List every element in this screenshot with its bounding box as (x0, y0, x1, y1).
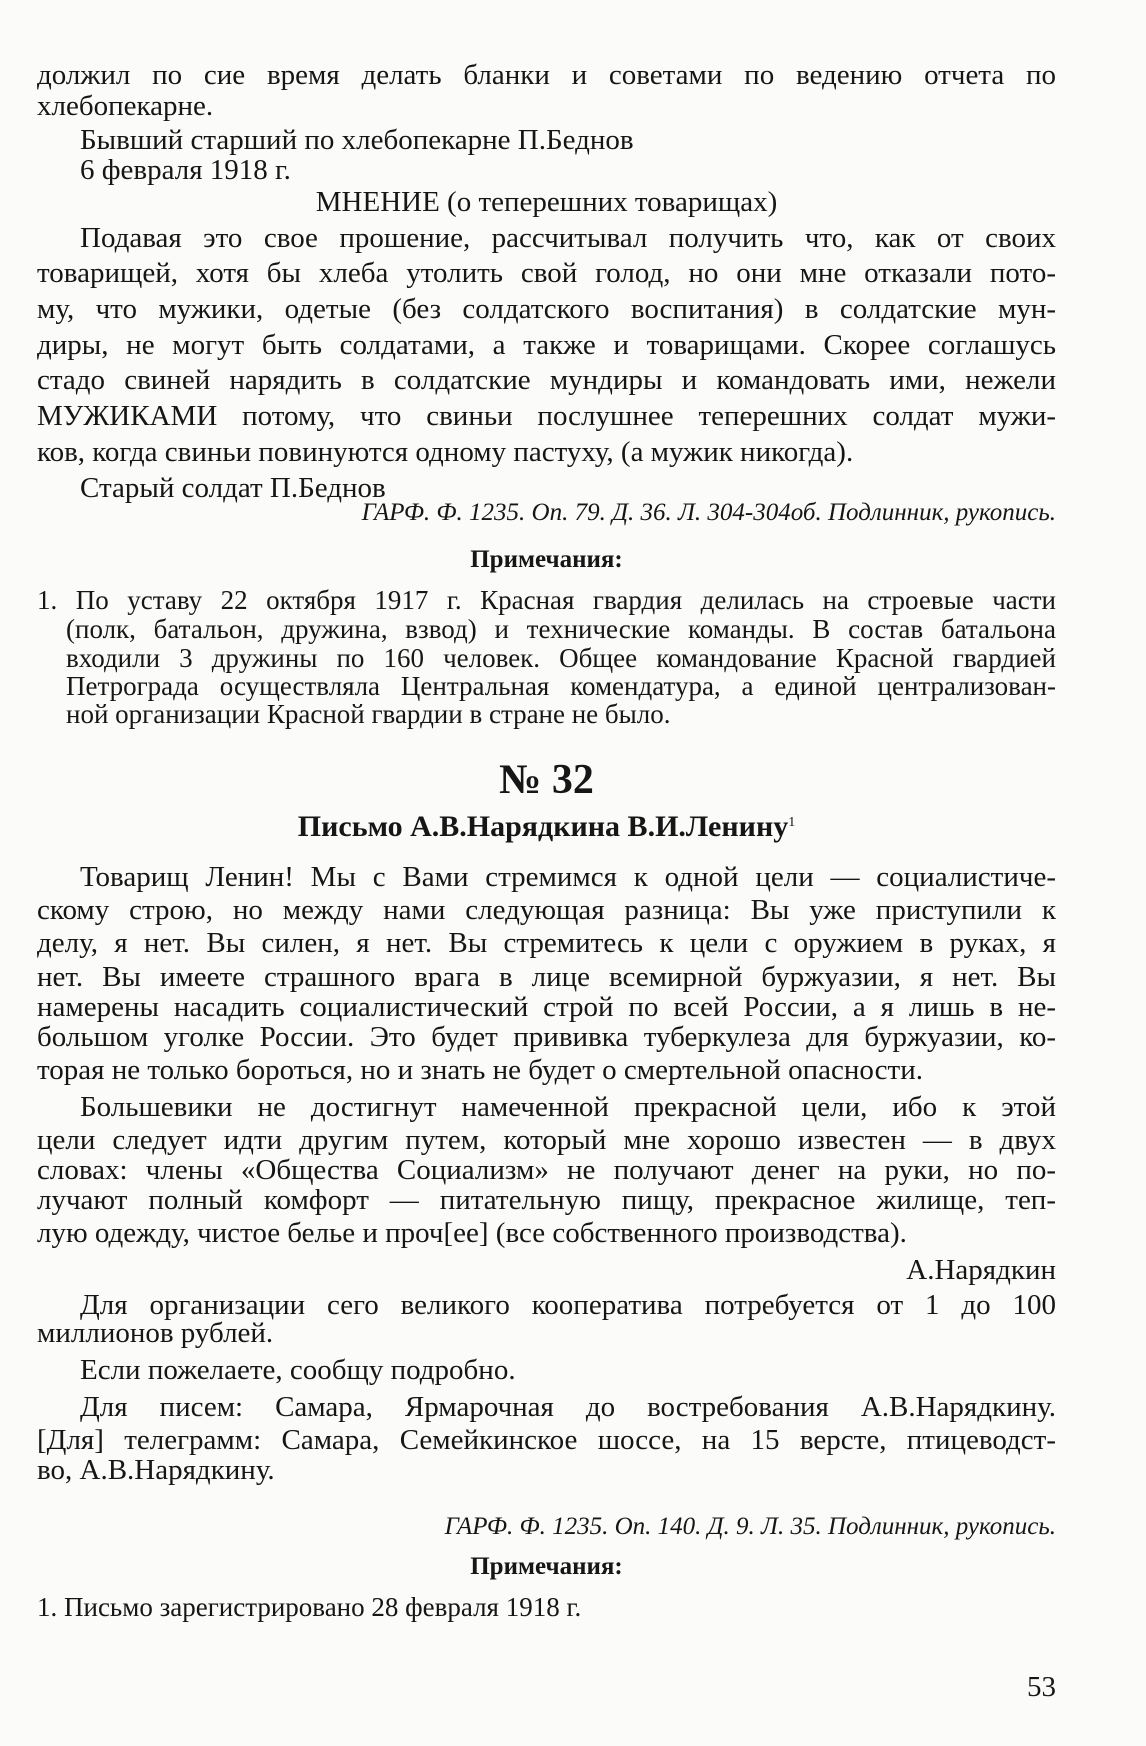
line-text: Для организации сего великого кооператива потребуется от 1 до 100 (80, 1289, 1056, 1321)
body-line (37, 292, 1056, 326)
archive-citation (37, 496, 1056, 530)
line-text: лую одежду, чистое белье и проч[ее] (все собственного производства). (37, 1217, 907, 1249)
line-text: стадо свиней нарядить в солдатские мундиры и командовать ими, нежели (37, 364, 1056, 396)
line-text: Старый солдат П.Беднов (80, 472, 386, 504)
page-number: 53 (1027, 1671, 1056, 1703)
document-number (37, 756, 1056, 804)
line-text: Письмо А.В.Нарядкина В.И.Ленину (297, 810, 789, 843)
document-title (37, 810, 1056, 844)
line-text: МУЖИКАМИ потому, что свиньи послушнее теперешних солдат мужи- (37, 400, 1056, 432)
line-text: нет. Вы имеете страшного врага в лице всемирной буржуазии, я нет. Вы (37, 961, 1056, 993)
line-text: торая не только бороться, но и знать не будет о смертельной опасности. (37, 1054, 923, 1086)
line-text: ГАРФ. Ф. 1235. Оп. 79. Д. 36. Л. 304-304об. Подлинник, рукопись. (361, 499, 1056, 526)
body-line (80, 860, 1056, 894)
section-heading (37, 185, 1056, 219)
signature-line (80, 123, 634, 157)
body-line (37, 1153, 1056, 1187)
body-line (37, 1216, 907, 1250)
line-text: словах: члены «Общества Социализм» не получают денег на руки, но по- (37, 1154, 1056, 1186)
date-line (80, 153, 291, 187)
line-text: входили 3 дружины по 160 человек. Общее командование Красной гвардией (66, 643, 1056, 673)
body-line (37, 58, 1056, 92)
body-line (37, 1183, 1056, 1217)
body-line (80, 1090, 1056, 1124)
body-line (37, 1453, 275, 1487)
body-line (37, 926, 1056, 960)
line-text: должил по сие время делать бланки и советами по ведению отчета по (37, 59, 1056, 91)
line-text: Примечания: (470, 1553, 623, 1580)
line-text: диры, не могут быть солдатами, а также и товарищами. Скорее соглашусь (37, 329, 1056, 361)
line-text: скому строю, но между нами следующая разница: Вы уже приступили к (37, 894, 1056, 926)
line-text: хлебопекарне. (37, 90, 214, 122)
line-text: А.Нарядкин (906, 1254, 1056, 1286)
notes-heading (37, 1550, 1056, 1584)
line-text: му, что мужики, одетые (без солдатского воспитания) в солдатские мун- (37, 293, 1056, 325)
notes-heading (37, 543, 1056, 577)
body-line (37, 363, 1056, 397)
line-text: делу, я нет. Вы силен, я нет. Вы стремитесь к цели с оружием в руках, я (37, 927, 1056, 959)
line-text: [Для] телеграмм: Самара, Семейкинское шоссе, на 15 версте, птицеводст- (37, 1424, 1056, 1456)
line-text: ков, когда свиньи повинуются одному пастуху, (а мужик никогда). (37, 436, 854, 468)
body-line (37, 89, 213, 123)
line-text: Для писем: Самара, Ярмарочная до востребования А.В.Нарядкину. (80, 1391, 1056, 1423)
line-text: Большевики не достигнут намеченной прекрасной цели, ибо к этой (80, 1091, 1056, 1123)
line-text: Подавая это свое прошение, рассчитывал получить что, как от своих (80, 222, 1056, 254)
footnote-marker: 1 (788, 815, 796, 830)
note-line (37, 1590, 581, 1624)
line-text: большом уголке России. Это будет прививка туберкулеза для буржуазии, ко- (37, 1021, 1056, 1053)
line-text: 1. Письмо зарегистрировано 28 февраля 1918 г. (37, 1592, 582, 1622)
body-line (37, 256, 1056, 290)
line-text: Если пожелаете, сообщу подробно. (80, 1354, 516, 1386)
line-text: 6 февраля 1918 г. (80, 154, 291, 186)
body-line (37, 1123, 1056, 1157)
body-line (37, 893, 1056, 927)
body-line (37, 435, 853, 469)
body-line (80, 1390, 1056, 1424)
body-line (37, 1316, 273, 1350)
line-text: (полк, батальон, дружина, взвод) и технические команды. В состав батальона (66, 614, 1056, 644)
body-line (37, 1053, 923, 1087)
line-text: лучают полный комфорт — питательную пищу, прекрасное жилище, теп- (37, 1184, 1056, 1216)
line-text: намерены насадить социалистический строй по всей России, а я лишь в не- (37, 991, 1056, 1023)
body-line (37, 328, 1056, 362)
line-text: Бывший старший по хлебопекарне П.Беднов (80, 124, 634, 156)
body-line (80, 221, 1056, 255)
line-text: № 32 (499, 757, 594, 803)
line-text: 1. По уставу 22 октября 1917 г. Красная гвардия делилась на строевые части (37, 585, 1056, 615)
body-line (37, 990, 1056, 1024)
body-line (37, 960, 1056, 994)
line-text: МНЕНИЕ (о теперешних товарищах) (315, 186, 778, 218)
line-text: товарищей, хотя бы хлеба утолить свой голод, но они мне отказали пото- (37, 257, 1056, 289)
note-line (66, 697, 671, 731)
archive-citation (37, 1510, 1056, 1544)
line-text: во, А.В.Нарядкину. (37, 1454, 275, 1486)
line-text: Примечания: (470, 546, 623, 573)
line-text: миллионов рублей. (37, 1317, 274, 1349)
line-text: ГАРФ. Ф. 1235. Оп. 140. Д. 9. Л. 35. Подлинник, рукопись. (444, 1513, 1056, 1540)
body-line (37, 1020, 1056, 1054)
line-text: Петрограда осуществляла Центральная комендатура, а единой централизован- (66, 671, 1056, 701)
line-text: Товарищ Ленин! Мы с Вами стремимся к одной цели — социалистиче- (80, 861, 1056, 893)
line-text: цели следует идти другим путем, который мне хорошо известен — в двух (37, 1124, 1056, 1156)
body-line (37, 1423, 1056, 1457)
body-line (37, 399, 1056, 433)
signature-line (37, 1253, 1056, 1287)
body-line (80, 1353, 516, 1387)
line-text: ной организации Красной гвардии в стране не было. (66, 699, 671, 729)
